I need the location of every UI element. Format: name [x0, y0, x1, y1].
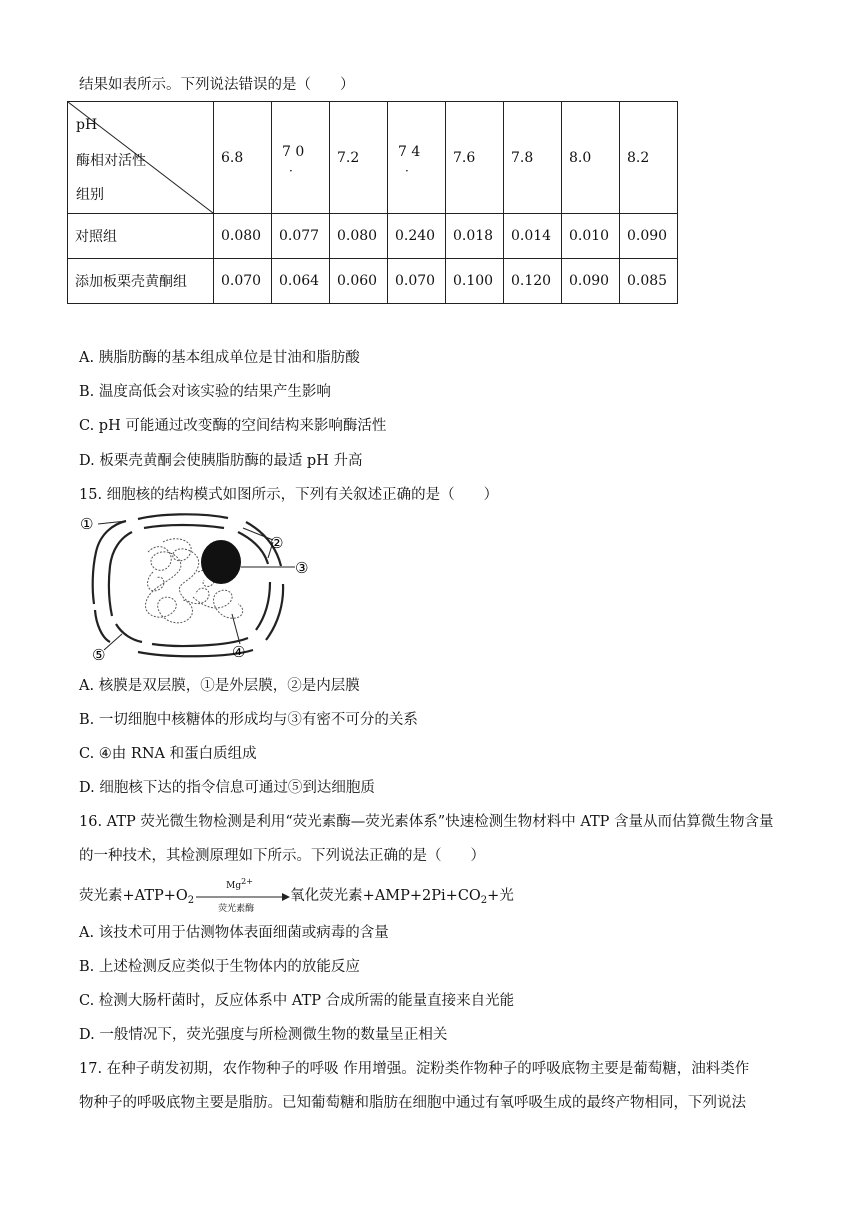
q16-stem-line1: 16. ATP 荧光微生物检测是利用“荧光素酶—荧光素体系”快速检测生物材料中 ATP 含量从而估算微生物含量 — [79, 814, 774, 830]
corner-group-label: 组别 — [76, 187, 104, 203]
table-row-flavonoid — [68, 259, 678, 304]
q17-line2: 物种子的呼吸底物主要是脂肪。已知葡萄糖和脂肪在细胞中通过有氧呼吸生成的最终产物相同，下列说法 — [79, 1095, 746, 1111]
q16-stem-line2: 的一种技术，其检测原理如下所示。下列说法正确的是（ ） — [79, 848, 485, 864]
question-intro: 结果如表所示。下列说法错误的是（ ） — [79, 77, 355, 93]
table-row-control — [68, 214, 678, 259]
q16-option-d: D. 一般情况下，荧光强度与所检测微生物的数量呈正相关 — [79, 1027, 448, 1043]
label-3: ③ — [295, 559, 309, 577]
q17-line1: 17. 在种子萌发初期，农作物种子的呼吸 作用增强。淀粉类作物种子的呼吸底物主要是葡萄糖，油料类作 — [79, 1061, 750, 1077]
table-cell: 0.080 — [214, 214, 272, 259]
row-label: 添加板栗壳黄酮组 — [68, 259, 214, 304]
corner-activity-label: 酶相对活性 — [76, 153, 146, 169]
ph-header-cell: 7.8 — [504, 102, 562, 214]
equation-right: 氧化荧光素+AMP+2Pi+CO — [290, 888, 481, 904]
ph-header-cell: 8.2 — [620, 102, 678, 214]
mg-label: Mg — [226, 881, 242, 891]
table-cell: 0.120 — [504, 259, 562, 304]
label-1: ① — [80, 515, 94, 533]
ph-header-text: 7 0 — [282, 144, 305, 160]
table-cell: 0.018 — [446, 214, 504, 259]
q14-option-a: A. 胰脂肪酶的基本组成单位是甘油和脂肪酸 — [79, 350, 360, 366]
label-5: ⑤ — [92, 646, 106, 662]
q15-option-a: A. 核膜是双层膜，①是外层膜，②是内层膜 — [79, 678, 360, 694]
q14-option-d: D. 板栗壳黄酮会使胰脂肪酶的最适 pH 升高 — [79, 453, 363, 469]
ph-header-cell: 7.6 — [446, 102, 504, 214]
q16-equation — [79, 877, 514, 914]
q15-option-d: D. 细胞核下达的指令信息可通过⑤到达细胞质 — [79, 780, 375, 796]
equation-left-subscript: 2 — [187, 895, 195, 906]
ph-header-cell: 8.0 — [562, 102, 620, 214]
ph-header-dot: · — [405, 164, 409, 178]
equation-right-subscript: 2 — [480, 895, 488, 906]
q16-option-b: B. 上述检测反应类似于生物体内的放能反应 — [79, 959, 360, 975]
table-cell: 0.240 — [388, 214, 446, 259]
table-cell: 0.014 — [504, 214, 562, 259]
arrow-condition-bottom: 荧光素酶 — [218, 904, 255, 914]
table-cell: 0.090 — [620, 214, 678, 259]
table-cell: 0.060 — [330, 259, 388, 304]
corner-ph-label: pH — [76, 117, 98, 133]
mg-charge: 2+ — [241, 877, 253, 886]
ph-header-cell: 7.2 — [330, 102, 388, 214]
label-2: ② — [270, 534, 284, 552]
ph-header-cell — [388, 102, 446, 214]
arrow-icon — [194, 893, 290, 901]
q14-option-c: C. pH 可能通过改变酶的空间结构来影响酶活性 — [79, 418, 387, 434]
table-cell: 0.085 — [620, 259, 678, 304]
q16-option-c: C. 检测大肠杆菌时，反应体系中 ATP 合成所需的能量直接来自光能 — [79, 993, 515, 1009]
table-corner-cell — [68, 102, 214, 214]
arrow-condition-top — [226, 877, 253, 891]
table-cell: 0.077 — [272, 214, 330, 259]
table-cell: 0.070 — [214, 259, 272, 304]
ph-header-text: 7 4 — [398, 144, 421, 160]
nucleus-diagram — [78, 512, 318, 662]
label-4: ④ — [232, 643, 246, 661]
ph-header-cell — [272, 102, 330, 214]
equation-left: 荧光素+ATP+O — [79, 888, 188, 904]
ph-activity-table — [67, 101, 678, 304]
table-cell: 0.064 — [272, 259, 330, 304]
q15-option-c: C. ④由 RNA 和蛋白质组成 — [79, 746, 257, 762]
q16-option-a: A. 该技术可用于估测物体表面细菌或病毒的含量 — [79, 925, 389, 941]
table-cell: 0.100 — [446, 259, 504, 304]
table-cell: 0.070 — [388, 259, 446, 304]
table-header-row — [68, 102, 678, 214]
q15-stem: 15. 细胞核的结构模式如图所示，下列有关叙述正确的是（ ） — [79, 487, 499, 503]
equation-right-tail: +光 — [487, 888, 514, 904]
row-label: 对照组 — [68, 214, 214, 259]
table-cell: 0.080 — [330, 214, 388, 259]
q14-option-b: B. 温度高低会对该实验的结果产生影响 — [79, 384, 331, 400]
ph-header-cell: 6.8 — [214, 102, 272, 214]
reaction-arrow — [194, 877, 290, 914]
ph-header-dot: · — [289, 164, 293, 178]
table-cell: 0.010 — [562, 214, 620, 259]
q15-option-b: B. 一切细胞中核糖体的形成均与③有密不可分的关系 — [79, 712, 418, 728]
table-cell: 0.090 — [562, 259, 620, 304]
